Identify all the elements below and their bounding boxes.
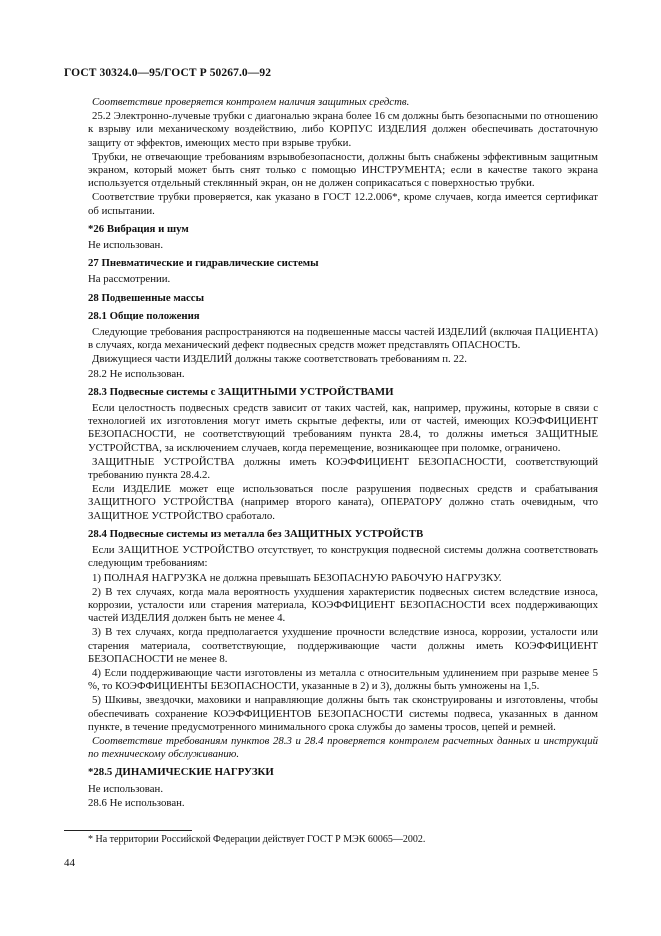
section-heading-28-4: 28.4 Подвесные системы из металла без ЗАЩИТНЫХ УСТРОЙСТВ — [88, 527, 424, 540]
paragraph: Движущиеся части ИЗДЕЛИЙ должны также соответствовать требованиям п. 22. — [92, 353, 467, 366]
paragraph: Соответствие проверяется контролем наличия защитных средств. — [92, 96, 410, 108]
document-header: ГОСТ 30324.0—95/ГОСТ Р 50267.0—92 — [64, 67, 272, 79]
list-item: 4) Если поддерживающие части изготовлены из металла с относительным удлинением при разрыве менее 5 %, то КОЭФФИЦИЕНТЫ БЕЗОПАСНОСТИ, указанные в 2) и 3), должны быть умножены на 1,5. — [88, 666, 598, 693]
section-heading-28-1: 28.1 Общие положения — [88, 309, 200, 322]
paragraph: 28.6 Не использован. — [88, 796, 185, 809]
list-item: 1) ПОЛНАЯ НАГРУЗКА не должна превышать БЕЗОПАСНУЮ РАБОЧУЮ НАГРУЗКУ. — [92, 571, 502, 584]
footnote: * На территории Российской Федерации действует ГОСТ Р МЭК 60065—2002. — [88, 834, 426, 845]
paragraph: Если ЗАЩИТНОЕ УСТРОЙСТВО отсутствует, то конструкция подвесной системы должна соответствовать следующим требованиям: — [88, 544, 598, 570]
paragraph: Трубки, не отвечающие требованиям взрывобезопасности, должны быть снабжены эффективным защитным экраном, который может быть снят только с помощью ИНСТРУМЕНТА; если в качестве такого экрана используется отдельный стеклянный экран, он не должен соприкасаться с поверхностью трубки. — [88, 150, 598, 190]
paragraph: Не использован. — [88, 782, 164, 795]
paragraph: Соответствие трубки проверяется, как указано в ГОСТ 12.2.006*, кроме случаев, когда имеется сертификат об испытании. — [88, 191, 598, 217]
list-item: 5) Шкивы, звездочки, маховики и направляющие должны быть так сконструированы и изготовлены, чтобы обеспечивать сохранение КОЭФФИЦИЕНТОВ БЕЗОПАСНОСТИ системы подвеса, указанных в данном пункте, в течение предусмотренного минимального срока службы до замены тросов, цепей и ремней. — [88, 694, 598, 733]
list-item: 2) В тех случаях, когда мала вероятность ухудшения характеристик подвесных систем вследствие износа, коррозии, усталости или старения материала, КОЭФФИЦИЕНТ БЕЗОПАСНОСТИ всех поддерживающих частей ИЗДЕЛИЯ должен быть не менее 4. — [88, 585, 598, 625]
paragraph: Если целостность подвесных средств зависит от таких частей, как, например, пружины, которые в связи с технологией их изготовления могут иметь скрытые дефекты, или от частей, имеющих КОЭФФИЦИЕНТ БЕЗОПАСНОСТИ, не соответствующий требованиям пункта 28.4, то должны иметься ЗАЩИТНЫЕ УСТРОЙСТВА, за исключением случаев, когда перемещение, возникающее при поломке, ограничено. — [88, 402, 598, 454]
section-heading-28-5: *28.5 ДИНАМИЧЕСКИЕ НАГРУЗКИ — [88, 766, 274, 779]
document-body — [88, 96, 598, 811]
page-number: 44 — [64, 857, 75, 869]
section-heading-26: *26 Вибрация и шум — [88, 222, 189, 235]
footnote-divider — [64, 830, 192, 831]
paragraph: 28.2 Не использован. — [88, 367, 185, 380]
list-item: 3) В тех случаях, когда предполагается ухудшение прочности вследствие износа, коррозии, усталости или старения материала, соответствующие, поддерживающие части должны иметь КОЭФФИЦИЕНТ БЕЗОПАСНОСТИ не менее 8. — [88, 626, 598, 665]
paragraph: Соответствие требованиям пунктов 28.3 и 28.4 проверяется контролем расчетных данных и инструкций по техническому обслуживанию. — [88, 734, 598, 761]
section-heading-28-3: 28.3 Подвесные системы с ЗАЩИТНЫМИ УСТРОЙСТВАМИ — [88, 385, 394, 398]
paragraph: 25.2 Электронно-лучевые трубки с диагональю экрана более 16 см должны быть безопасными по отношению к взрыву или механическому воздействию, либо КОРПУС ИЗДЕЛИЯ должен обеспечивать достаточную защиту от эффектов, имеющих место при взрыве трубки. — [88, 110, 598, 149]
paragraph: ЗАЩИТНЫЕ УСТРОЙСТВА должны иметь КОЭФФИЦИЕНТ БЕЗОПАСНОСТИ, соответствующий требованию пункта 28.4.2. — [88, 455, 598, 482]
section-heading-28: 28 Подвешенные массы — [88, 291, 205, 304]
section-heading-27: 27 Пневматические и гидравлические системы — [88, 257, 319, 270]
paragraph: Следующие требования распространяются на подвешенные массы частей ИЗДЕЛИЙ (включая ПАЦИЕНТА) в случаях, когда механический дефект подвесных средств может представлять ОПАСНОСТЬ. — [88, 326, 598, 352]
paragraph: Не использован. — [88, 239, 164, 252]
paragraph: На рассмотрении. — [88, 273, 171, 286]
paragraph: Если ИЗДЕЛИЕ может еще использоваться после разрушения подвесных средств и срабатывания ЗАЩИТНОГО УСТРОЙСТВА (например второго каната), ОПЕРАТОРУ должно стать очевидным, что ЗАЩИТНОЕ УСТРОЙСТВО сработало. — [88, 483, 598, 522]
